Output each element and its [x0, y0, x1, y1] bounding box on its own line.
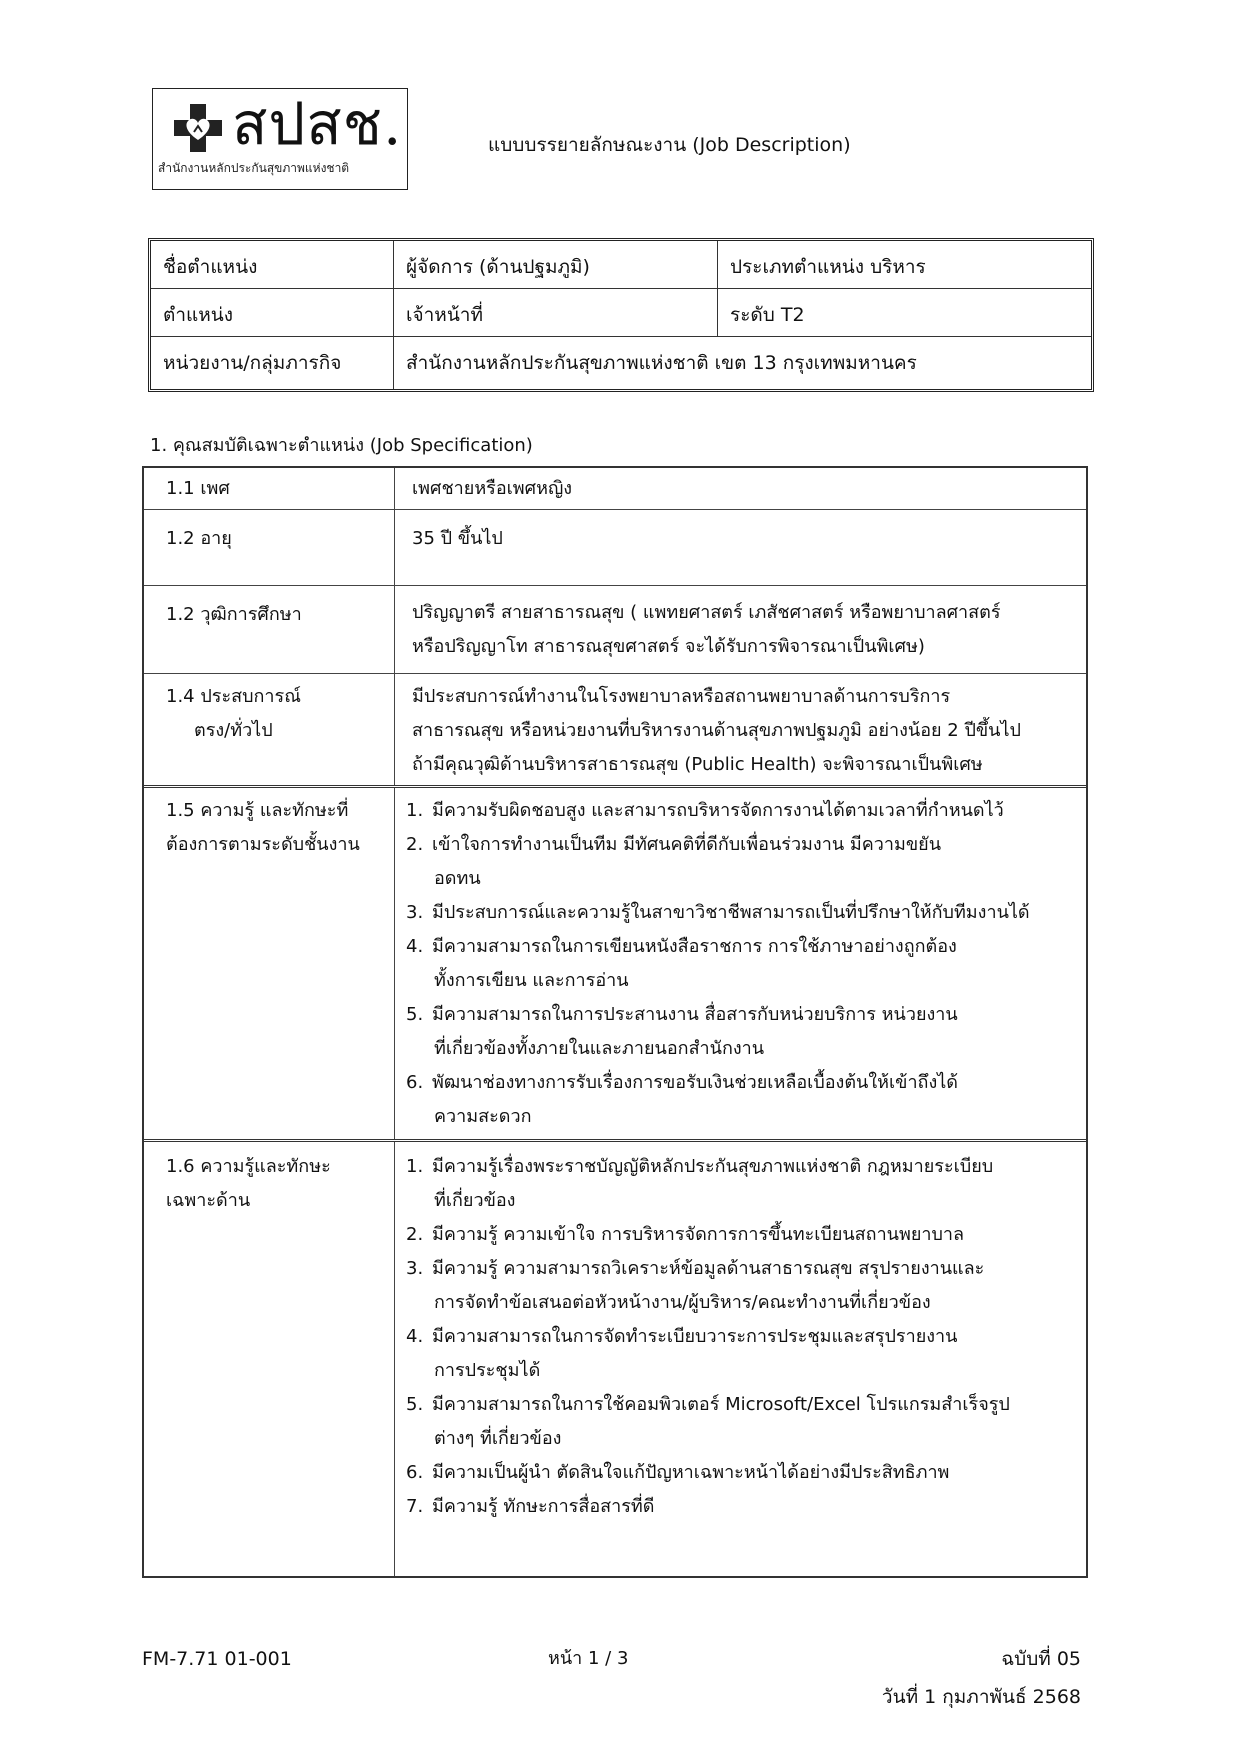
list-item: 4. มีความสามารถในการเขียนหนังสือราชการ การใช้ภาษาอย่างถูกต้อง ทั้งการเขียน และการอ่าน: [406, 936, 957, 991]
spec-row-specific: [144, 1142, 1086, 1576]
experience-line: ถ้ามีคุณวุฒิด้านบริหารสาธารณสุข (Public Health) จะพิจารณาเป็นพิเศษ: [412, 754, 983, 775]
list-item: 5. มีความสามารถในการประสานงาน สื่อสารกับหน่วยบริการ หน่วยงาน ที่เกี่ยวข้องทั้งภายในและภายนอกสำนักงาน: [406, 1004, 958, 1059]
spec-row-experience: [144, 674, 1086, 788]
job-spec-table: [142, 466, 1088, 1578]
age-value: 35 ปี ขึ้นไป: [412, 528, 503, 549]
position-type-label: ประเภทตำแหน่ง บริหาร: [718, 241, 1091, 289]
spec-row-skills: [144, 788, 1086, 1142]
list-item: 3. มีประสบการณ์และความรู้ในสาขาวิชาชีพสามารถเป็นที่ปรึกษาให้กับทีมงานได้: [406, 902, 1030, 923]
list-item: 6. มีความเป็นผู้นำ ตัดสินใจแก้ปัญหาเฉพาะหน้าได้อย่างมีประสิทธิภาพ: [406, 1462, 950, 1483]
gender-label: 1.1 เพศ: [166, 478, 230, 499]
position-value: เจ้าหน้าที่: [394, 289, 718, 337]
list-item: 2. เข้าใจการทำงานเป็นทีม มีทัศนคติที่ดีกับเพื่อนร่วมงาน มีความขยัน อดทน: [406, 834, 941, 889]
education-value: [412, 596, 1076, 664]
age-label: 1.2 อายุ: [166, 528, 232, 549]
skills-list: [406, 794, 1076, 1134]
edition-date: วันที่ 1 กุมภาพันธ์ 2568: [881, 1686, 1081, 1708]
experience-label-line: ตรง/ทั่วไป: [194, 720, 273, 741]
nhso-logo: [152, 88, 410, 192]
list-item: 4. มีความสามารถในการจัดทำระเบียบวาระการประชุมและสรุปรายงาน การประชุมได้: [406, 1326, 958, 1381]
edition: ฉบับที่ 05: [1001, 1648, 1081, 1670]
skills-label-line: 1.5 ความรู้ และทักษะที่: [166, 800, 349, 821]
experience-line: มีประสบการณ์ทำงานในโรงพยาบาลหรือสถานพยาบาลด้านการบริการ: [412, 686, 951, 707]
page-number: หน้า 1 / 3: [548, 1648, 629, 1669]
experience-value: [412, 680, 1076, 782]
specific-list: [406, 1150, 1076, 1524]
position-name-label: ชื่อตำแหน่ง: [151, 241, 394, 289]
position-table: [148, 238, 1094, 392]
skills-label: [166, 794, 360, 862]
list-item: 1. มีความรู้เรื่องพระราชบัญญัติหลักประกันสุขภาพแห่งชาติ กฎหมายระเบียบ ที่เกี่ยวข้อง: [406, 1156, 994, 1211]
cross-heart-icon: [172, 102, 224, 154]
logo-subtitle: สำนักงานหลักประกันสุขภาพแห่งชาติ: [158, 161, 350, 175]
logo-wordmark: สปสช.: [232, 90, 403, 158]
list-item: 7. มีความรู้ ทักษะการสื่อสารที่ดี: [406, 1496, 655, 1517]
experience-label: [166, 680, 301, 748]
unit-value: สำนักงานหลักประกันสุขภาพแห่งชาติ เขต 13 กรุงเทพมหานคร: [406, 352, 917, 374]
list-item: 1. มีความรับผิดชอบสูง และสามารถบริหารจัดการงานได้ตามเวลาที่กำหนดไว้: [406, 800, 1004, 821]
skills-label-line: ต้องการตามระดับชั้นงาน: [166, 834, 360, 855]
spec-row-education: [144, 586, 1086, 674]
education-line: ปริญญาตรี สายสาธารณสุข ( แพทยศาสตร์ เภสัชศาสตร์ หรือพยาบาลศาสตร์: [412, 602, 1001, 623]
education-line: หรือปริญญาโท สาธารณสุขศาสตร์ จะได้รับการพิจารณาเป็นพิเศษ): [412, 636, 925, 657]
specific-label-line: 1.6 ความรู้และทักษะ: [166, 1156, 331, 1177]
education-label: 1.2 วุฒิการศึกษา: [166, 604, 302, 625]
document-title: แบบบรรยายลักษณะงาน (Job Description): [488, 134, 851, 156]
level-label: ระดับ T2: [718, 289, 1091, 337]
specific-label: [166, 1150, 331, 1218]
form-code: FM-7.71 01-001: [142, 1648, 292, 1670]
specific-label-line: เฉพาะด้าน: [166, 1190, 251, 1211]
list-item: 6. พัฒนาช่องทางการรับเรื่องการขอรับเงินช่วยเหลือเบื้องต้นให้เข้าถึงได้ ความสะดวก: [406, 1072, 958, 1127]
unit-label: หน่วยงาน/กลุ่มภารกิจ: [151, 337, 394, 389]
position-label: ตำแหน่ง: [151, 289, 394, 337]
experience-line: สาธารณสุข หรือหน่วยงานที่บริหารงานด้านสุขภาพปฐมภูมิ อย่างน้อย 2 ปีขึ้นไป: [412, 720, 1021, 741]
gender-value: เพศชายหรือเพศหญิง: [412, 478, 573, 499]
experience-label-line: 1.4 ประสบการณ์: [166, 686, 301, 707]
spec-row-gender: [144, 468, 1086, 510]
spec-row-age: [144, 510, 1086, 586]
section-title: 1. คุณสมบัติเฉพาะตำแหน่ง (Job Specification): [150, 435, 533, 456]
list-item: 2. มีความรู้ ความเข้าใจ การบริหารจัดการการขึ้นทะเบียนสถานพยาบาล: [406, 1224, 965, 1245]
list-item: 3. มีความรู้ ความสามารถวิเคราะห์ข้อมูลด้านสาธารณสุข สรุปรายงานและ การจัดทำข้อเสนอต่อหัวหน้างาน/ผู้บริหาร/คณะทำงานที่เกี่ยวข้อง: [406, 1258, 985, 1313]
position-name-value: ผู้จัดการ (ด้านปฐมภูมิ): [394, 241, 718, 289]
list-item: 5. มีความสามารถในการใช้คอมพิวเตอร์ Microsoft/Excel โปรแกรมสำเร็จรูป ต่างๆ ที่เกี่ยวข้อง: [406, 1394, 1010, 1449]
